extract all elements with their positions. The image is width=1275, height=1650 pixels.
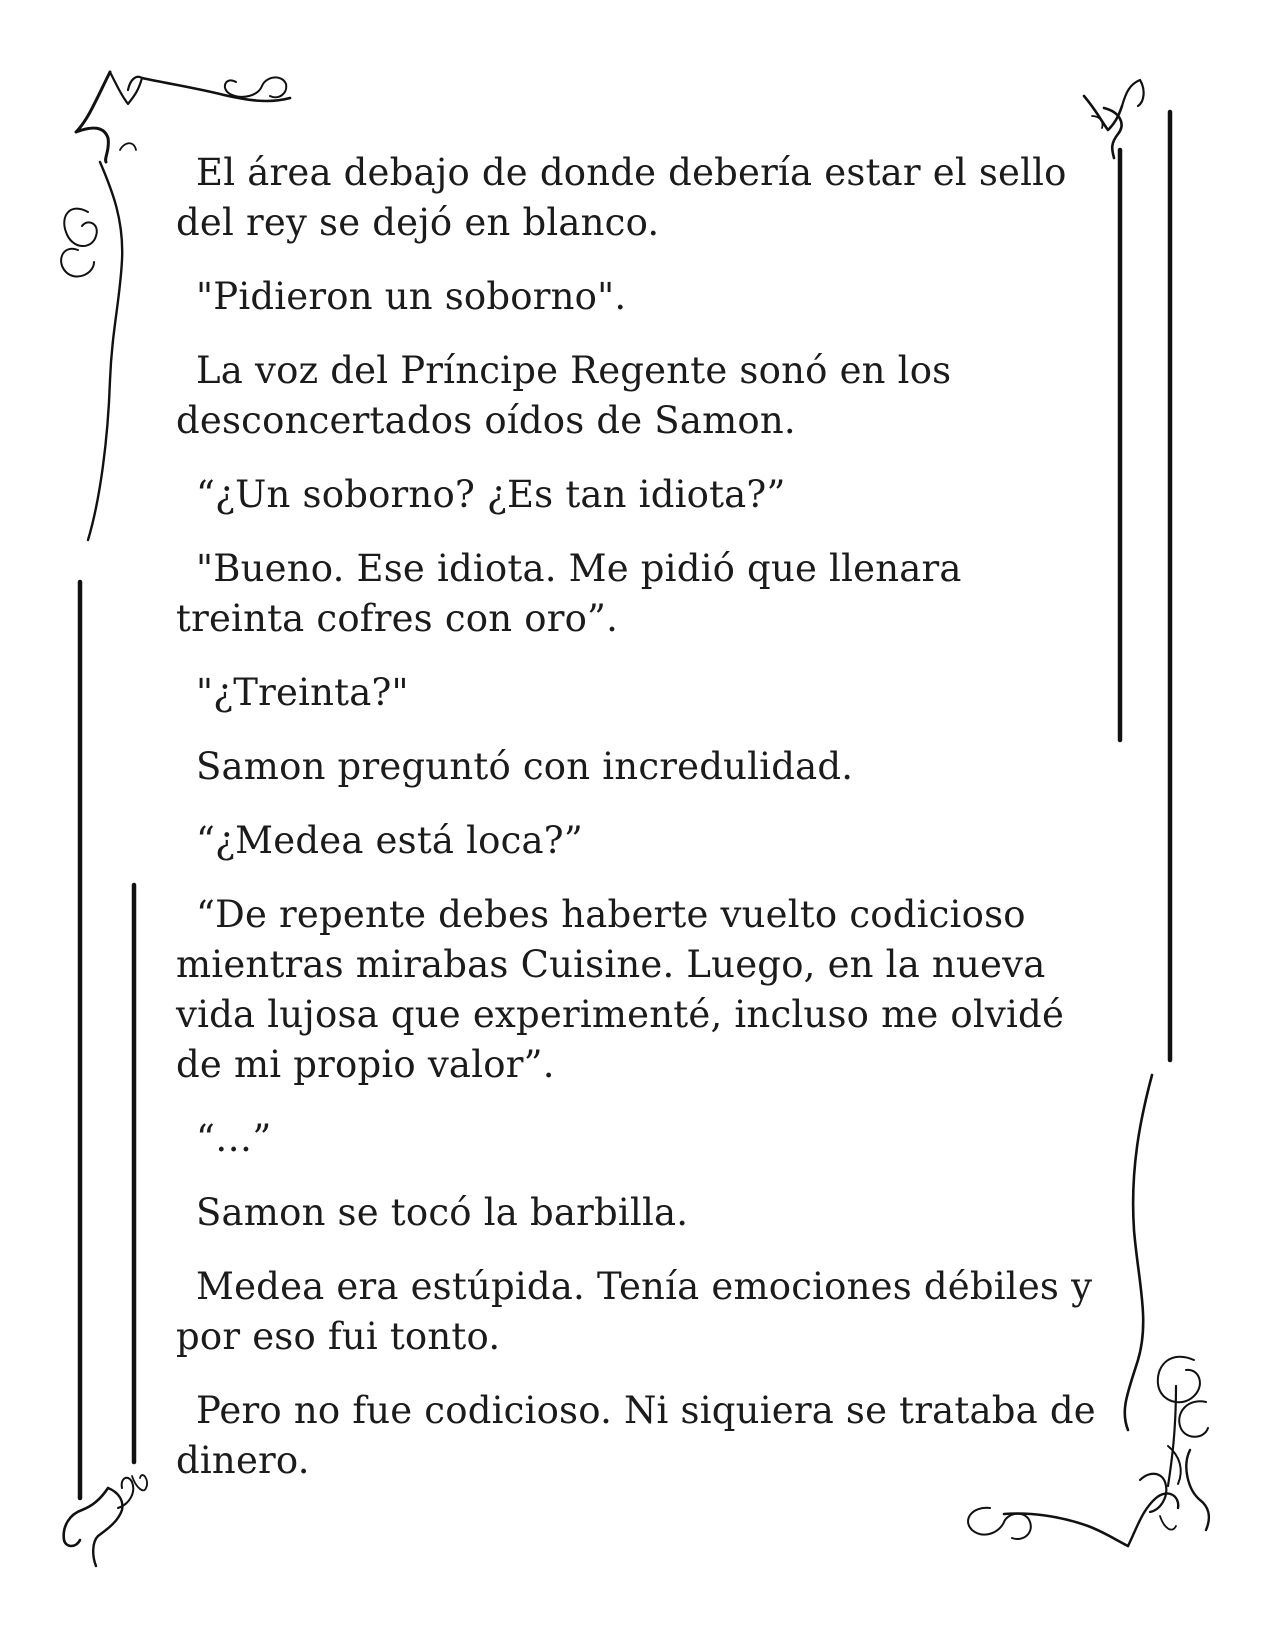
bottom-left-flourish-icon bbox=[64, 1475, 147, 1566]
paragraph: “…” bbox=[196, 1117, 272, 1160]
chapter-text bbox=[176, 148, 1096, 1486]
paragraph: Samon se tocó la barbilla. bbox=[196, 1191, 689, 1234]
right-swirl-icon bbox=[1125, 1075, 1208, 1486]
paragraph: El área debajo de donde debería estar el sello del rey se dejó en blanco. bbox=[176, 151, 1067, 244]
paragraph: "Bueno. Ese idiota. Me pidió que llenara treinta cofres con oro”. bbox=[176, 547, 962, 640]
paragraph: Samon preguntó con incredulidad. bbox=[196, 745, 854, 788]
paragraph: Pero no fue codicioso. Ni siquiera se trataba de dinero. bbox=[176, 1389, 1096, 1482]
paragraph: “De repente debes haberte vuelto codicioso mientras mirabas Cuisine. Luego, en la nueva vida lujosa que experimenté, incluso me olvidé de mi propio valor”. bbox=[176, 893, 1065, 1086]
paragraph: "¿Treinta?" bbox=[196, 671, 409, 714]
paragraph: “¿Medea está loca?” bbox=[196, 819, 583, 862]
paragraph: “¿Un soborno? ¿Es tan idiota?” bbox=[196, 473, 786, 516]
paragraph: Medea era estúpida. Tenía emociones débiles y por eso fui tonto. bbox=[176, 1265, 1093, 1358]
top-right-flourish-icon bbox=[1084, 80, 1170, 1060]
paragraph: La voz del Príncipe Regente sonó en los desconcertados oídos de Samon. bbox=[176, 349, 952, 442]
paragraph: "Pidieron un soborno". bbox=[196, 275, 627, 318]
